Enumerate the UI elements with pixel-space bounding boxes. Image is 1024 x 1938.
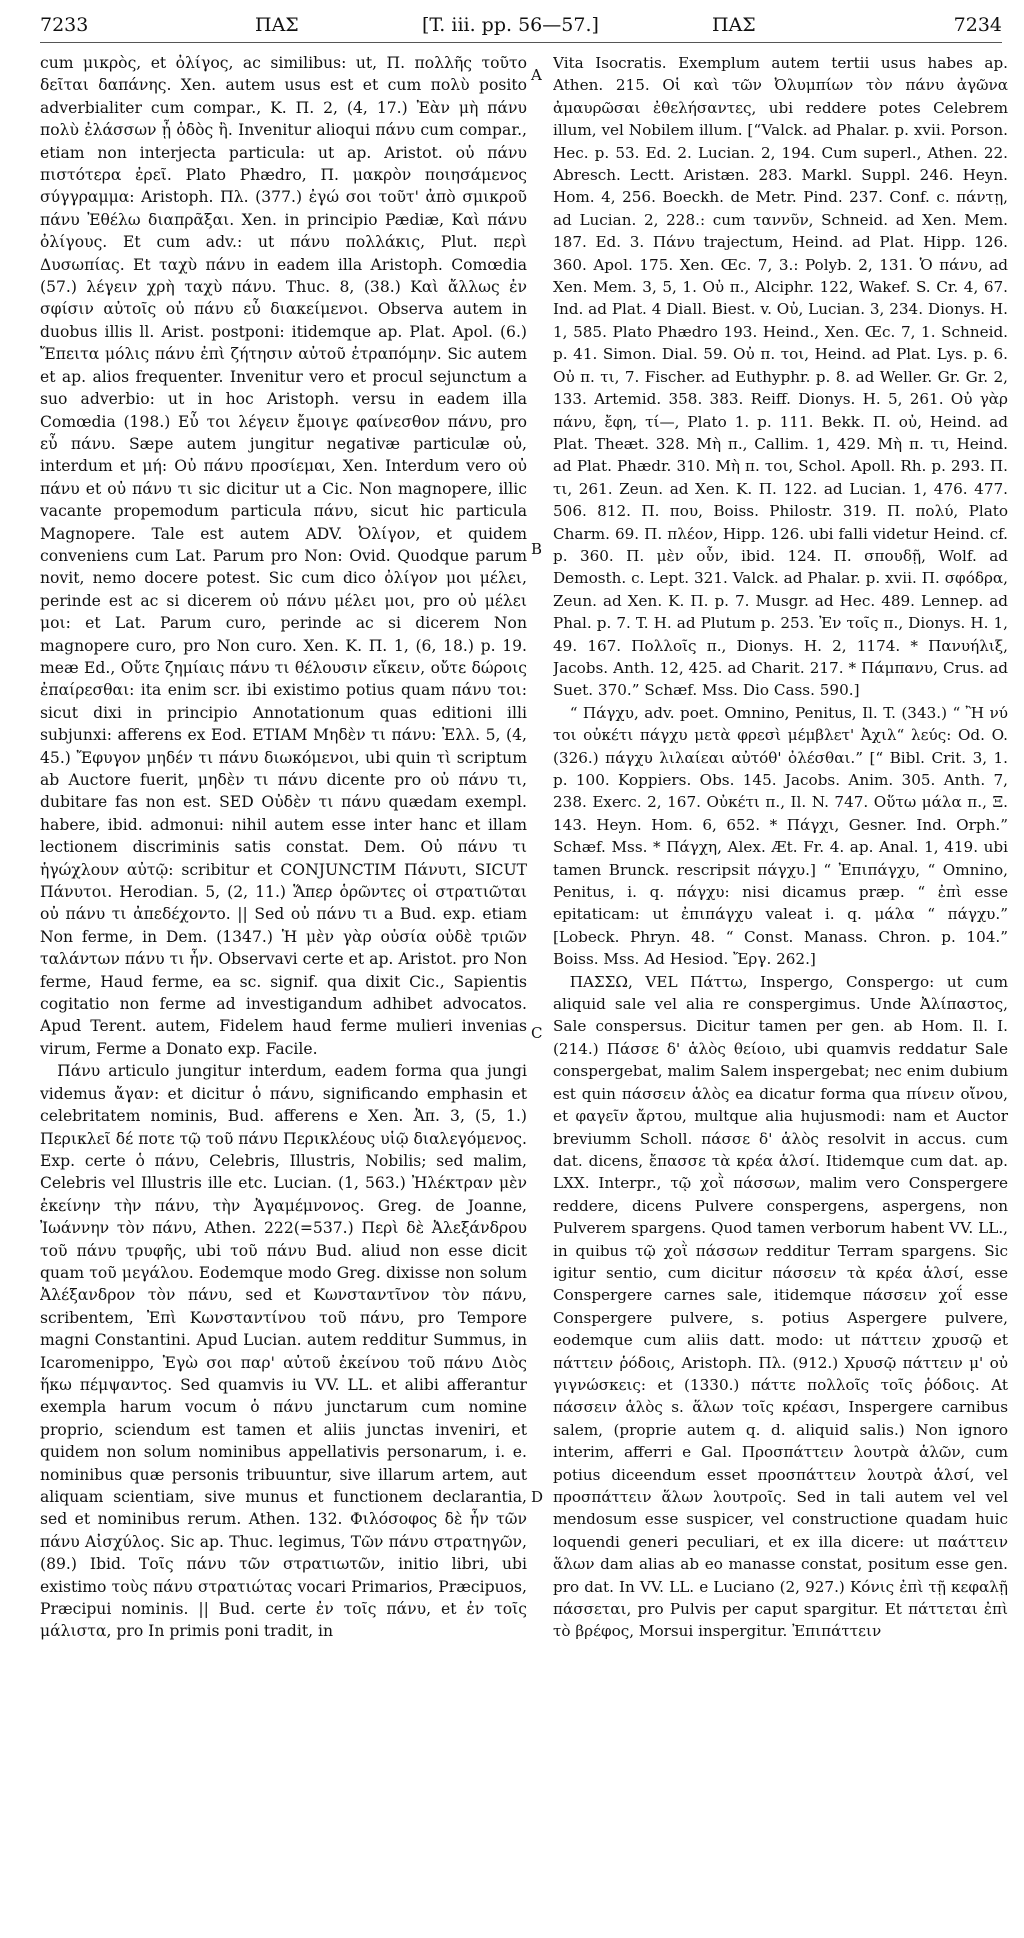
right-paragraph: “ Πάγχυ, adv. poet. Omnino, Penitus, Il. T. (343.) “ Ἢ νύ τοι οὐκέτι πάγχυ μετὰ φρεσὶ μέμβλετ' Ἀχιλ“ λεύς: Od. O. (326.) πάγχυ λιλαίεαι αὐτόθ' ὀλέσθαι.” [“ Bibl. Crit. 3, 1. p. 100. Koppiers. Obs. 145. Jacobs. Anim. 305. Anth. 7, 238. Exerc. 2, 167. Οὐκέτι π., Il. N. 747. Οὕτω μάλα π., Ξ. 143. Heyn. Hom. 6, 652. * Πάγχι, Gesner. Ind. Orph.” Schæf. Mss. * Πάγχη, Alex. Æt. Fr. 4. ap. Anal. 1, 419. ubi tamen Brunck. rescripsit πάγχυ.] “ Ἐπιπάγχυ, “ Omnino, Penitus, i. q. πάγχυ: nisi dicamus præp. “ ἐπὶ esse epitaticam: ut ἐπιπάγχυ valeat i. q. μάλα “ πάγχυ.” [Lobeck. Phryn. 48. “ Const. Manass. Chron. p. 104.” Boiss. Mss. Ad Hesiod. Ἔργ. 262.]	[553, 703, 1008, 969]
running-header	[40, 14, 1002, 40]
right-column	[553, 52, 1008, 1928]
margin-letter-c: C	[531, 1024, 543, 1042]
left-column	[40, 52, 527, 1928]
margin-letter-d: D	[531, 1488, 544, 1506]
headword-left: ΠΑΣ	[255, 14, 299, 36]
margin-letter-a: A	[531, 66, 542, 84]
column-number-left: 7233	[40, 14, 89, 36]
headword-right: ΠΑΣ	[712, 14, 756, 36]
column-number-right: 7234	[953, 14, 1002, 36]
right-paragraph: Vita Isocratis. Exemplum autem tertii usus habes ap. Athen. 215. Οἱ καὶ τῶν Ὀλυμπίων τὸν πάνυ ἀγῶνα ἀμαυρῶσαι ἐθελήσαντες, ubi reddere potes Celebrem illum, vel Nobilem illum. [“Valck. ad Phalar. p. xvii. Porson. Hec. p. 53. Ed. 2. Lucian. 2, 194. Cum superl., Athen. 22. Abresch. Lectt. Aristæn. 283. Markl. Suppl. 246. Heyn. Hom. 4, 256. Boeckh. de Metr. Pind. 237. Conf. c. πάντῃ, ad Lucian. 2, 228.: cum ταννῦν, Schneid. ad Xen. Mem. 187. Ed. 3. Πάνυ trajectum, Heind. ad Plat. Hipp. 126. 360. Apol. 175. Xen. Œc. 7, 3.: Polyb. 2, 131. Ὁ πάνυ, ad Xen. Mem. 3, 5, 1. Οὐ π., Alciphr. 122, Wakef. S. Cr. 4, 67. Ind. ad Plat. 4 Diall. Biest. v. Οὐ, Lucian. 3, 234. Dionys. H. 1, 585. Plato Phædro 193. Heind., Xen. Œc. 7, 1. Schneid. p. 41. Simon. Dial. 59. Οὐ π. τοι, Heind. ad Plat. Lys. p. 6. Οὐ π. τι, 7. Fischer. ad Euthyphr. p. 8. ad Weller. Gr. Gr. 2, 133. Artemid. 358. 383. Reiff. Dionys. H. 5, 261. Οὐ γὰρ πάνυ, ἔφη, τί—, Plato 1. p. 111. Bekk. Π. οὐ, Heind. ad Plat. Theæt. 328. Μὴ π., Callim. 1, 429. Μὴ π. τι, Heind. ad Plat. Phædr. 310. Μὴ π. τοι, Schol. Apoll. Rh. p. 293. Π. τι, 261. Zeun. ad Xen. K. Π. 122. ad Lucian. 1, 476. 477. 506. 812. Π. που, Boiss. Philostr. 319. Π. πολύ, Plato Charm. 69. Π. πλέον, Hipp. 126. ubi falli videtur Heind. cf. p. 360. Π. μὲν οὖν, ibid. 124. Π. σπουδῇ, Wolf. ad Demosth. c. Lept. 321. Valck. ad Phalar. p. xvii. Π. σφόδρα, Zeun. ad Xen. K. Π. p. 7. Musgr. ad Hec. 489. Lennep. ad Phal. p. 7. T. H. ad Plutum p. 253. Ἐν τοῖς π., Dionys. H. 1, 49. 167. Πολλοῖς π., Dionys. H. 2, 1174. * Πανυήλιξ, Jacobs. Anth. 12, 425. ad Charit. 217. * Πάμπανυ, Crus. ad Suet. 370.” Schæf. Mss. Dio Cass. 590.]	[553, 54, 1008, 700]
left-paragraph: Πάνυ articulo jungitur interdum, eadem forma qua jungi videmus ἄγαν: et dicitur ὁ πάνυ, significando emphasin et celebritatem nominis, Bud. afferens e Xen. Ἀπ. 3, (5, 1.) Περικλεῖ δέ ποτε τῷ τοῦ πάνυ Περικλέους υἱῷ διαλεγόμενος. Exp. certe ὁ πάνυ, Celebris, Illustris, Nobilis; sed malim, Celebris vel Illustris ille etc. Lucian. (1, 563.) Ἠλέκτραν μὲν ἐκείνην τὴν πάνυ, τὴν Ἀγαμέμνονος. Greg. de Joanne, Ἰωάννην τὸν πάνυ, Athen. 222(=537.) Περὶ δὲ Ἀλεξάνδρου τοῦ πάνυ τρυφῆς, ubi τοῦ πάνυ Bud. aliud non esse dicit quam τοῦ μεγάλου. Eodemque modo Greg. dixisse non solum Ἀλέξανδρον τὸν πάνυ, sed et Κωνσταντῖνον τὸν πάνυ, scribentem, Ἐπὶ Κωνσταντίνου τοῦ πάνυ, pro Tempore magni Constantini. Apud Lucian. autem redditur Summus, in Icaromenippo, Ἐγὼ σοι παρ' αὐτοῦ ἐκείνου τοῦ πάνυ Διὸς ἥκω πέμψαντος. Sed quamvis iu VV. LL. et alibi afferantur exempla harum vocum ὁ πάνυ junctarum cum nomine proprio, sciendum est tamen et aliis junctas inveniri, et quidem non solum nominibus appellativis personarum, i. e. nominibus quæ personis tribuuntur, sive illarum artem, aut aliquam scientiam, sive munus et functionem declarantia, sed et nominibus rerum. Athen. 132. Φιλόσοφος δὲ ἦν τῶν πάνυ Αἰσχύλος. Sic ap. Thuc. legimus, Τῶν πάνυ στρατηγῶν, (89.) Ibid. Τοῖς πάνυ τῶν στρατιωτῶν, initio libri, ubi existimo τοὺς πάνυ στρατιώτας vocari Primarios, Præcipuos, Præcipui nominis. || Bud. certe ἐν τοῖς πάνυ, et ἐν τοῖς μάλιστα, pro In primis poni tradit, in	[40, 1062, 527, 1641]
volume-reference: [T. iii. pp. 56—57.]	[422, 14, 599, 36]
header-rule	[40, 42, 1002, 43]
right-paragraph: ΠΑΣΣΩ, VEL Πάττω, Inspergo, Conspergo: ut cum aliquid sale vel alia re conspergimus. Unde Ἀλίπαστος, Sale conspersus. Dicitur tamen per gen. ab Hom. Il. I. (214.) Πάσσε δ' ἁλὸς θείοιο, ubi quamvis reddatur Sale conspergebat, malim Salem inspergebat; nec enim dubium est quin πάσσειν ἁλὸς ea dicatur forma qua πίνειν οἴνου, et φαγεῖν ἄρτου, multque alia hujusmodi: nam et Auctor breviumm Scholl. πάσσε δ' ἁλὸς resolvit in accus. cum dat. dicens, ἔπασσε τὰ κρέα ἁλσί. Itidemque cum dat. ap. LXX. Interpr., τῷ χοῒ πάσσων, malim vero Conspergere reddere, dicens Pulvere conspergens, aspergens, non Pulverem spargens. Quod tamen verborum habent VV. LL., in quibus τῷ χοῒ πάσσων redditur Terram spargens. Sic igitur sentio, cum dicitur πάσσειν τὰ κρέα ἁλσί, esse Conspergere carnes sale, itidemque πάσσειν χοΐ esse Conspergere pulvere, s. potius Aspergere pulvere, eodemque cum aliis datt. modo: ut πάττειν χρυσῷ et πάττειν ῥόδοις, Aristoph. Πλ. (912.) Χρυσῷ πάττειν μ' οὐ γιγνώσκεις: et (1330.) πάττε πολλοῖς τοῖς ῥόδοις. At πάσσειν ἁλὸς s. ἅλων τοῖς κρέασι, Inspergere carnibus salem, (proprie autem q. d. aliquid salis.) Non ignoro interim, afferri e Gal. Προσπάττειν λουτρὰ ἁλῶν, cum potius diceendum esset προσπάττειν λουτρὰ ἁλσί, vel προσπάττειν ἅλων λουτροῖς. Sed in tali autem vel vel mendosum esse suspicer, vel constructione quadam huic loquendi generi peculiari, et ex illa dicere: ut παάττειν ἅλων dam alias ab eo manasse constat, positum esse gen. pro dat. In VV. LL. e Luciano (2, 927.) Κόνις ἐπὶ τῇ κεφαλῇ πάσσεται, pro Pulvis per caput spargitur. Et πάττεται ἐπὶ τὸ βρέφος, Morsui inspergitur. Ἐπιπάττειν	[553, 972, 1008, 1641]
margin-letter-b: B	[531, 540, 543, 558]
left-paragraph: cum μικρὸς, et ὀλίγος, ac similibus: ut, Π. πολλῆς τοῦτο δεῖται δαπάνης. Xen. autem usus est et cum πολὺ posito adverbialiter cum compar., K. Π. 2, (4, 17.) Ἐὰν μὴ πάνυ πολὺ ἐλάσσων ᾖ ὁδὸς ἢ. Invenitur alioqui πάνυ cum compar., etiam non interjecta particula: ut ap. Aristot. οὐ πάνυ πιστότερα ἐρεῖ. Plato Phædro, Π. μακρὸν ποιησάμενος σύγγραμμα: Aristoph. Πλ. (377.) ἐγώ σοι τοῦτ' ἀπὸ σμικροῦ πάνυ Ἐθέλω διαπρᾶξαι. Xen. in principio Pædiæ, Καὶ πάνυ ὀλίγους. Et cum adv.: ut πάνυ πολλάκις, Plut. περὶ Δυσωπίας. Et ταχὺ πάνυ in eadem illa Aristoph. Comœdia (57.) λέγειν χρὴ ταχὺ πάνυ. Thuc. 8, (38.) Καὶ ἄλλως ἐν σφίσιν αὐτοῖς οὐ πάνυ εὖ διακείμενοι. Observa autem in duobus illis ll. Arist. postponi: itidemque ap. Plat. Apol. (6.) Ἔπειτα μόλις πάνυ ἐπὶ ζήτησιν αὐτοῦ ἐτραπόμην. Sic autem et ap. alios frequenter. Invenitur vero et procul sejunctum a suo adverbio: ut in hoc Aristoph. versu in eadem illa Comœdia (198.) Εὖ τοι λέγειν ἔμοιγε φαίνεσθον πάνυ, pro εὖ πάνυ. Sæpe autem jungitur negativæ particulæ οὐ, interdum et μή: Οὐ πάνυ προσίεμαι, Xen. Interdum vero οὐ πάνυ et οὐ πάνυ τι sic dicitur ut a Cic. Non magnopere, illic vacante propemodum particula πάνυ, sicut hic particula Magnopere. Tale est autem ADV. Ὀλίγον, et quidem conveniens cum Lat. Parum pro Non: Ovid. Quodque parum novit, nemo docere potest. Sic cum dico ὀλίγον μοι μέλει, perinde est ac si dicerem οὐ πάνυ μέλει μοι, pro οὐ μέλει μοι: et Lat. Parum curo, perinde ac si dicerem Non magnopere curo, pro Non curo. Xen. K. Π. 1, (6, 18.) p. 19. meæ Ed., Οὔτε ζημίαις πάνυ τι θέλουσιν εἴκειν, οὔτε δώροις ἐπαίρεσθαι: ita enim scr. ibi existimo potius quam πάνυ τοι: sicut dixi in principio Annotationum quas editioni illi subjunxi: afferens ex Eod. ETIAM Μηδὲν τι πάνυ: Ἐλλ. 5, (4, 45.) Ἔφυγον μηδέν τι πάνυ διωκόμενοι, ubi quin τὶ scriptum ab Auctore fuerit, μηδὲν τι πάνυ dicente pro οὐ πάνυ τι, dubitare fas non est. SED Οὐδὲν τι πάνυ quædam exempl. habere, ibid. admonui: nihil autem esse inter hanc et illam lectionem discriminis satis constat. Dem. Οὐ πάνυ τι ἡγώχλουν αὐτῷ: scribitur et CONJUNCTIM Πάνυτι, SICUT Πάνυτοι. Herodian. 5, (2, 11.) Ἅπερ ὁρῶντες οἱ στρατιῶται οὐ πάνυ τι ἀπεδέχοντο. || Sed οὐ πάνυ τι a Bud. exp. etiam Non ferme, in Dem. (1347.) Ἡ μὲν γὰρ οὐσία οὐδὲ τριῶν ταλάντων πάνυ τι ἦν. Observavi certe et ap. Aristot. pro Non ferme, Haud ferme, ea sc. signif. qua dixit Cic., Sapientis cogitatio non ferme ad investigandum adhibet advocatos. Apud Terent. autem, Fidelem haud ferme mulieri invenias virum, Ferme a Donato exp. Facile.	[40, 54, 527, 1058]
